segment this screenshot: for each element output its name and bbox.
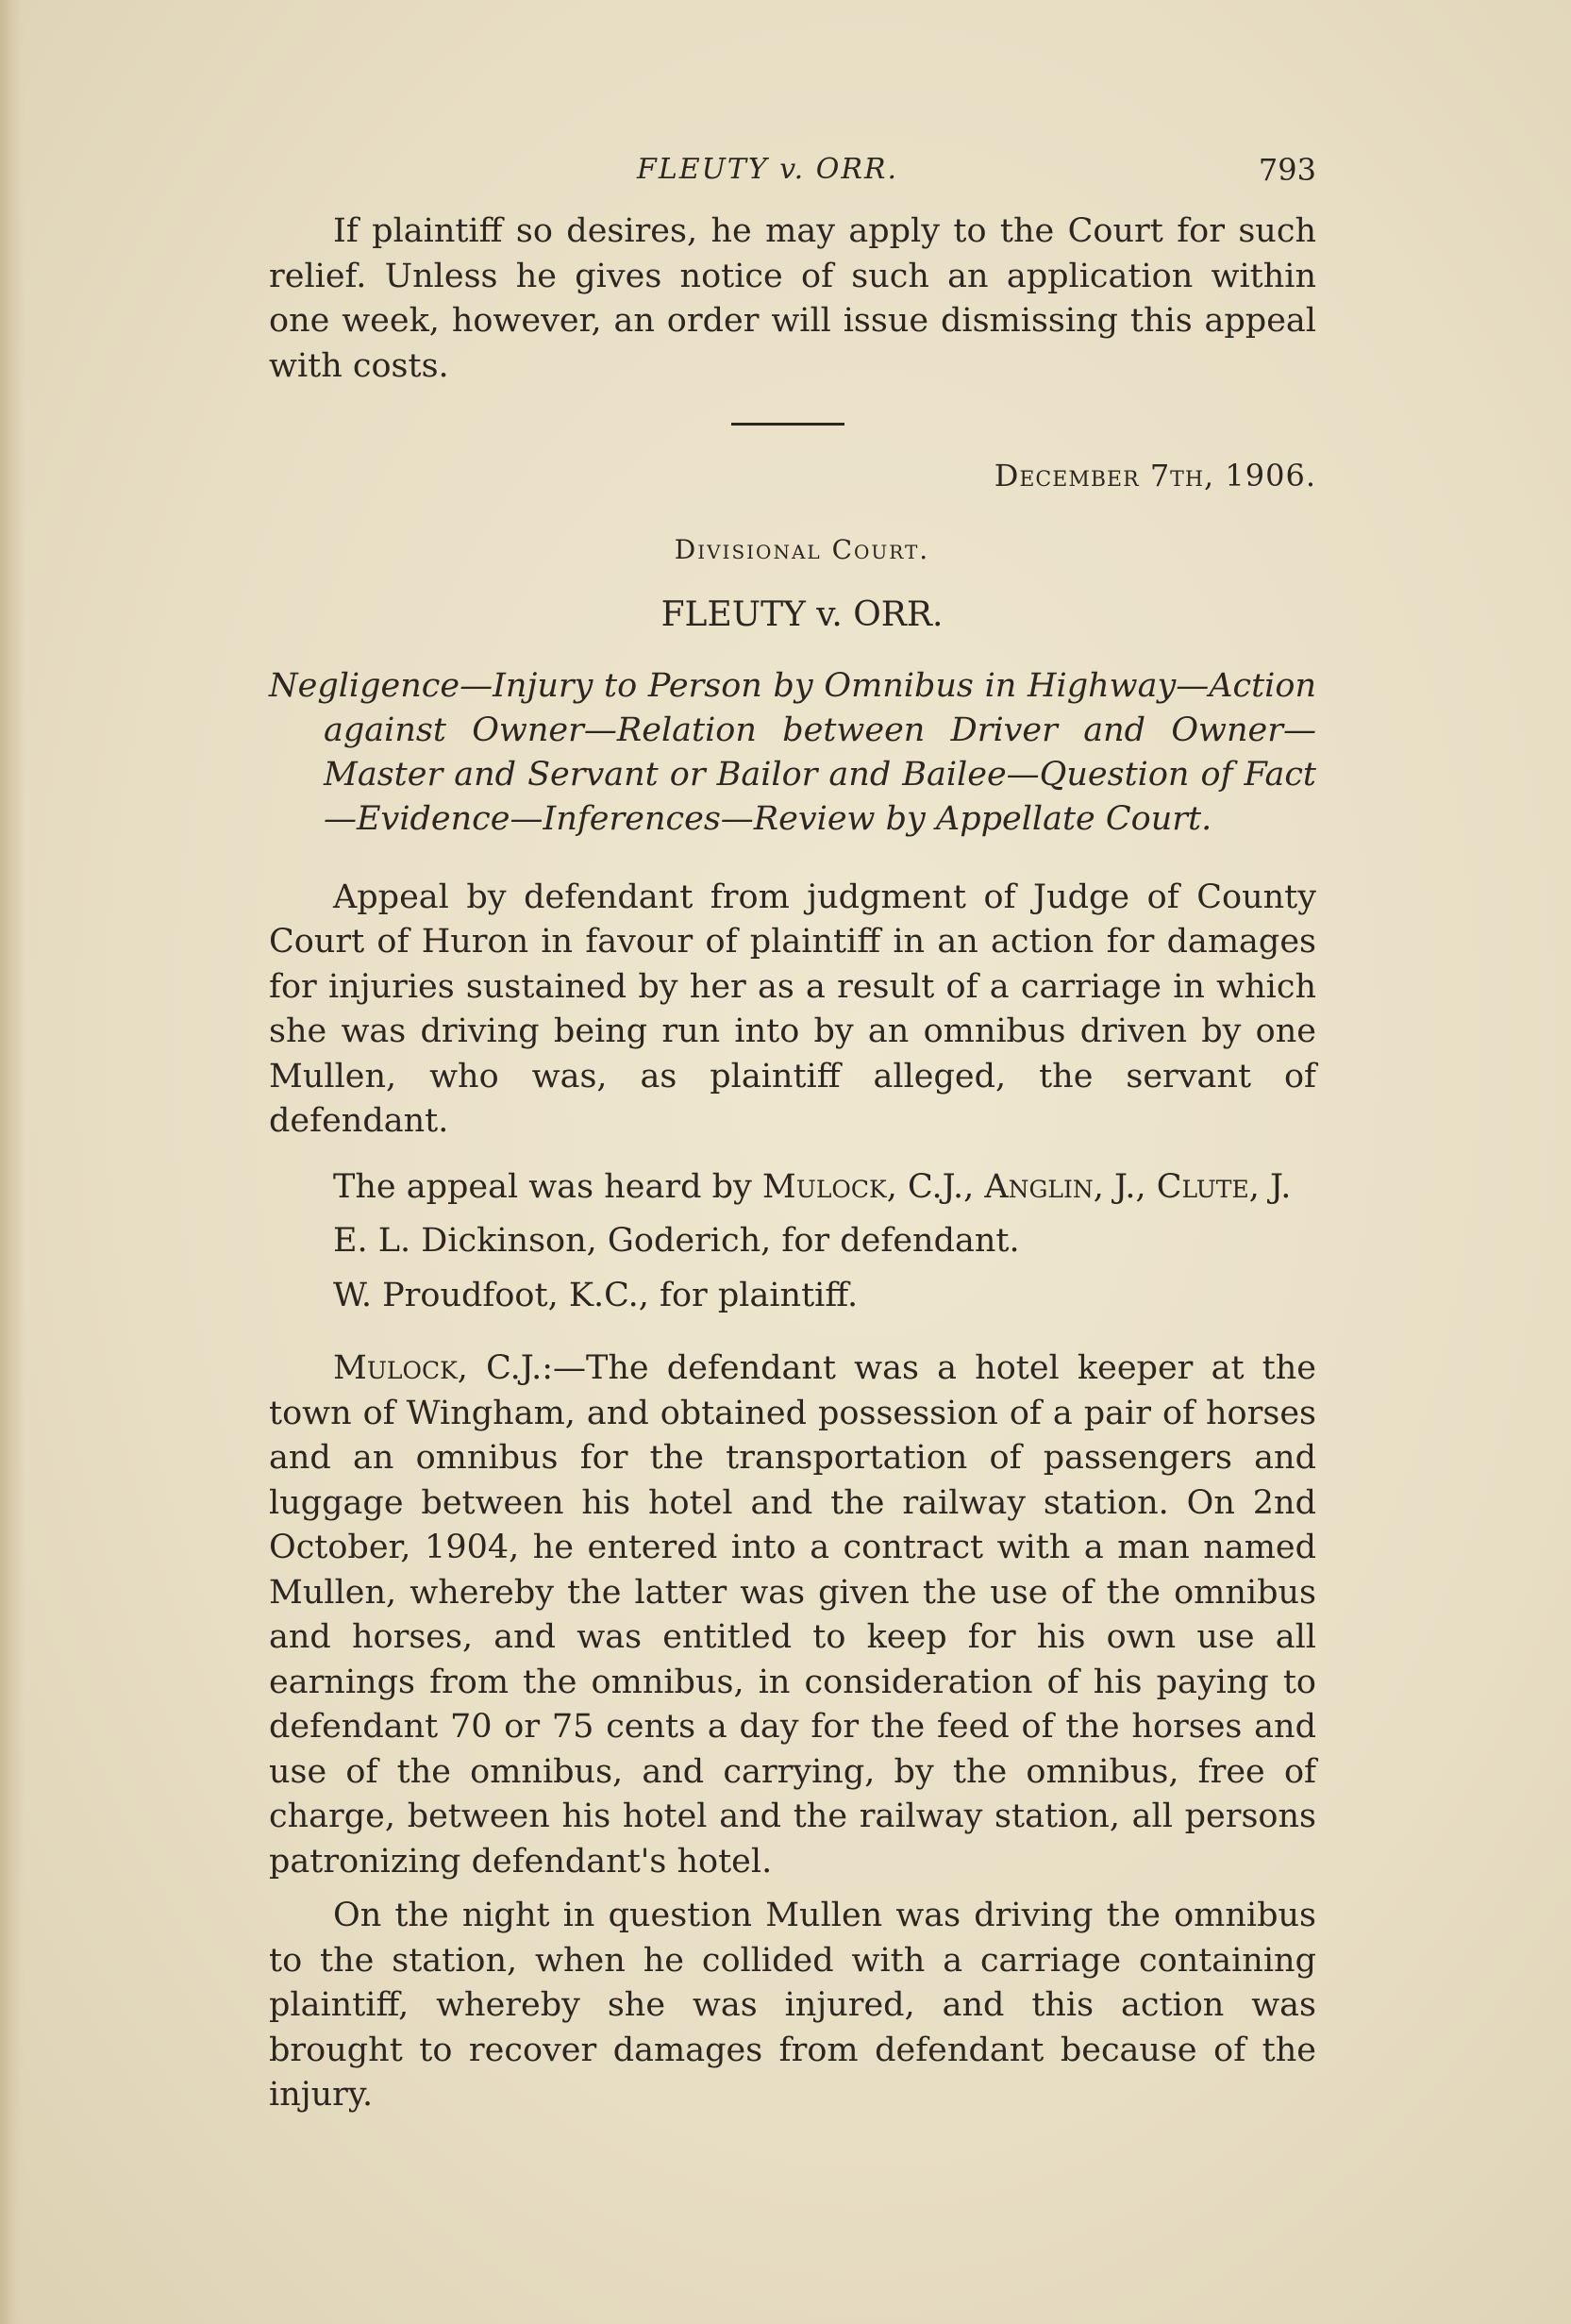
bench-judges: Mulock, C.J., Anglin, J., Clute, J.: [761, 1167, 1292, 1206]
running-head: [269, 142, 1316, 198]
opinion-paragraph-2: On the night in question Mullen was driving the omnibus to the station, when he collided with a carriage containing plaintiff, whereby she was injured, and this action was brought to recover damages from defendant because of the injury.: [269, 1897, 1316, 2114]
opinion-paragraph-1: [269, 1346, 1316, 1884]
running-title: FLEUTY v. ORR.: [637, 153, 899, 186]
opinion-text-1: The defendant was a hotel keeper at the town of Wingham, and obtained possession of a pair of horses and an omnibus for the transportation of passengers and luggage between his hotel and the railway station. On 2nd October, 1904, he entered into a contract with a man named Mullen, whereby the latter was given the use of the omnibus and horses, and was entitled to keep for his own use all earnings from the omnibus, in consideration of his paying to defendant 70 or 75 cents a day for the feed of the horses and use of the omnibus, and carrying, by the omnibus, free of charge, between his hotel and the railway station, all persons patronizing defendant's hotel.: [269, 1349, 1316, 1881]
headnote: Negligence—Injury to Person by Omnibus in Highway—Action against Owner—Relation between Driver and Owner—Master and Servant or Bailor and Bailee—Question of Fact—Evidence—Inferences—Review by Appellate Court.: [269, 666, 1316, 838]
page-spine-shadow: [0, 0, 25, 2324]
text-column: [269, 142, 1316, 2118]
continuation-paragraph: If plaintiff so desires, he may apply to the Court for such relief. Unless he gives notice of such an application within one week, however, an order will issue dismissing this appeal with costs.: [269, 212, 1316, 385]
statement-paragraph: Appeal by defendant from judgment of Judge of County Court of Huron in favour of plaintiff in an action for damages for injuries sustained by her as a result of a carriage in which she was driving being run into by an omnibus driven by one Mullen, who was, as plaintiff alleged, the servant of defendant.: [269, 878, 1316, 1140]
bench-paragraph: [269, 1165, 1316, 1211]
court-name: Divisional Court.: [674, 533, 930, 565]
decision-date: December 7th, 1906.: [994, 458, 1316, 493]
opinion-separator: :—: [542, 1349, 587, 1387]
counsel-plaintiff: W. Proudfoot, K.C., for plaintiff.: [333, 1276, 859, 1314]
section-divider: [731, 423, 844, 426]
opinion-judge: Mulock, C.J.: [333, 1349, 543, 1387]
case-title: FLEUTY v. ORR.: [660, 595, 944, 634]
bench-intro: The appeal was heard by: [333, 1167, 762, 1206]
counsel-defendant: E. L. Dickinson, Goderich, for defendant.: [333, 1222, 1020, 1260]
page-number: 793: [1258, 152, 1316, 188]
